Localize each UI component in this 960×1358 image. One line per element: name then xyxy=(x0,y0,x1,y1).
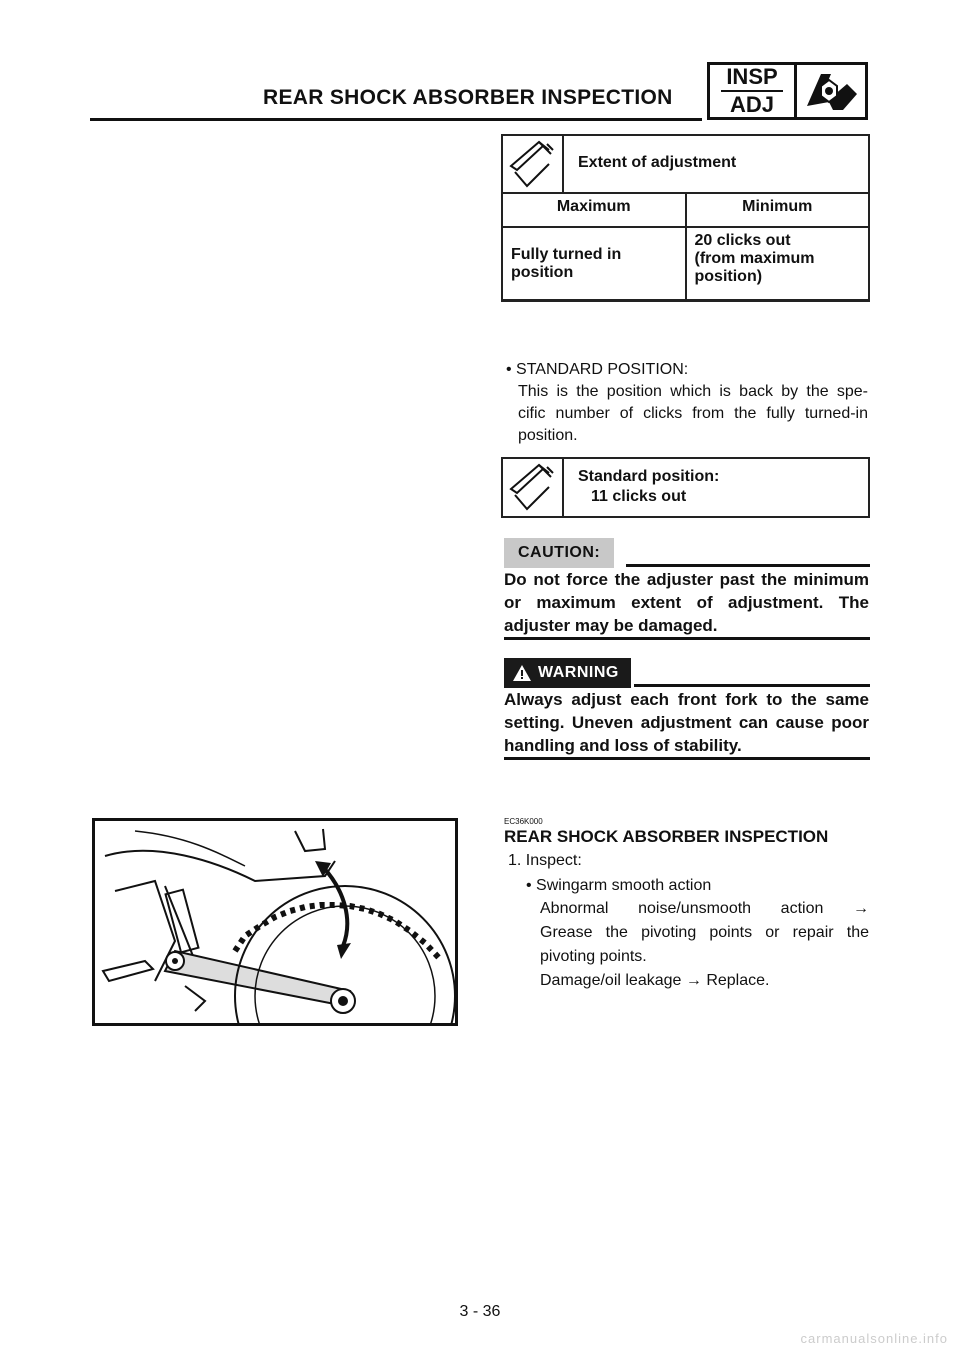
caution-line3: adjuster may be damaged. xyxy=(504,616,718,635)
caliper-icon-cell xyxy=(503,136,564,193)
insp-adj-badge xyxy=(707,62,868,120)
standard-body-line3: position. xyxy=(518,427,578,444)
standard-position-label: • STANDARD POSITION: xyxy=(506,361,689,378)
inspect-line3: pivoting points. xyxy=(540,948,647,965)
caliper-icon xyxy=(503,459,562,514)
extent-title: Extent of adjustment xyxy=(578,154,737,171)
extent-table xyxy=(501,192,870,302)
standard-position-box xyxy=(501,457,870,518)
standard-body-line2: cific number of clicks from the fully turned-in xyxy=(518,405,868,422)
inspect-line4: Damage/oil leakage → Replace. xyxy=(540,972,770,989)
warning-rule xyxy=(634,684,870,687)
page-number: 3 - 36 xyxy=(459,1303,501,1320)
warning-line1: Always adjust each front fork to the same xyxy=(504,690,869,709)
caution-text xyxy=(504,568,869,637)
cell-minimum-line3: position) xyxy=(694,268,763,285)
warning-line2: setting. Uneven adjustment can cause poor xyxy=(504,713,869,732)
col-minimum: Minimum xyxy=(686,193,870,227)
cell-maximum-line1: Fully turned in xyxy=(511,246,622,263)
inspect-bullet: • Swingarm smooth action xyxy=(526,877,712,894)
page-section-title: REAR SHOCK ABSORBER INSPECTION xyxy=(263,86,673,109)
cell-minimum-line2: (from maximum xyxy=(694,250,815,267)
standard-spec-value: 11 clicks out xyxy=(591,488,687,505)
section-code: EC36K000 xyxy=(504,817,543,826)
warning-header xyxy=(504,658,870,688)
header-rule xyxy=(90,118,702,121)
watermark: carmanualsonline.info xyxy=(800,1331,948,1346)
caliper-icon xyxy=(503,136,562,191)
warning-text xyxy=(504,688,869,757)
standard-spec-title: Standard position: xyxy=(578,468,720,485)
inspect-line2: Grease the pivoting points or repair the xyxy=(540,924,869,941)
inspect-step: 1. Inspect: xyxy=(508,852,582,869)
warning-line3: handling and loss of stability. xyxy=(504,736,742,755)
extent-of-adjustment-box xyxy=(501,134,870,301)
caliper-icon-cell xyxy=(503,459,564,516)
badge-text-cell xyxy=(710,65,797,117)
warning-bottom-rule xyxy=(504,757,870,760)
badge-top-text: INSP xyxy=(726,64,778,89)
table-row xyxy=(502,227,869,301)
cell-maximum-line2: position xyxy=(511,264,574,281)
extent-table-wrap xyxy=(501,192,870,302)
inspect-details xyxy=(540,898,869,992)
standard-position-body xyxy=(518,381,868,447)
cell-minimum xyxy=(686,227,870,301)
section-heading: REAR SHOCK ABSORBER INSPECTION xyxy=(504,827,829,846)
caution-label: CAUTION: xyxy=(504,538,614,568)
caution-header xyxy=(504,538,870,568)
warning-label xyxy=(504,658,631,688)
standard-body-line1: This is the position which is back by the spe- xyxy=(518,383,868,400)
wrench-nut-icon xyxy=(797,65,865,117)
warning-triangle-icon xyxy=(512,664,532,682)
table-header-row xyxy=(502,193,869,227)
warning-label-text: WARNING xyxy=(538,664,619,681)
caution-bottom-rule xyxy=(504,637,870,640)
caution-line2: or maximum extent of adjustment. The xyxy=(504,593,869,612)
inspect-line1: Abnormal noise/unsmooth action → xyxy=(540,900,869,917)
cell-maximum xyxy=(502,227,686,301)
swingarm-illustration xyxy=(92,818,458,1026)
caution-rule xyxy=(626,564,870,567)
badge-bottom-text: ADJ xyxy=(729,92,774,117)
col-maximum: Maximum xyxy=(502,193,686,227)
cell-minimum-line1: 20 clicks out xyxy=(694,232,791,249)
caution-line1: Do not force the adjuster past the minimum xyxy=(504,570,869,589)
